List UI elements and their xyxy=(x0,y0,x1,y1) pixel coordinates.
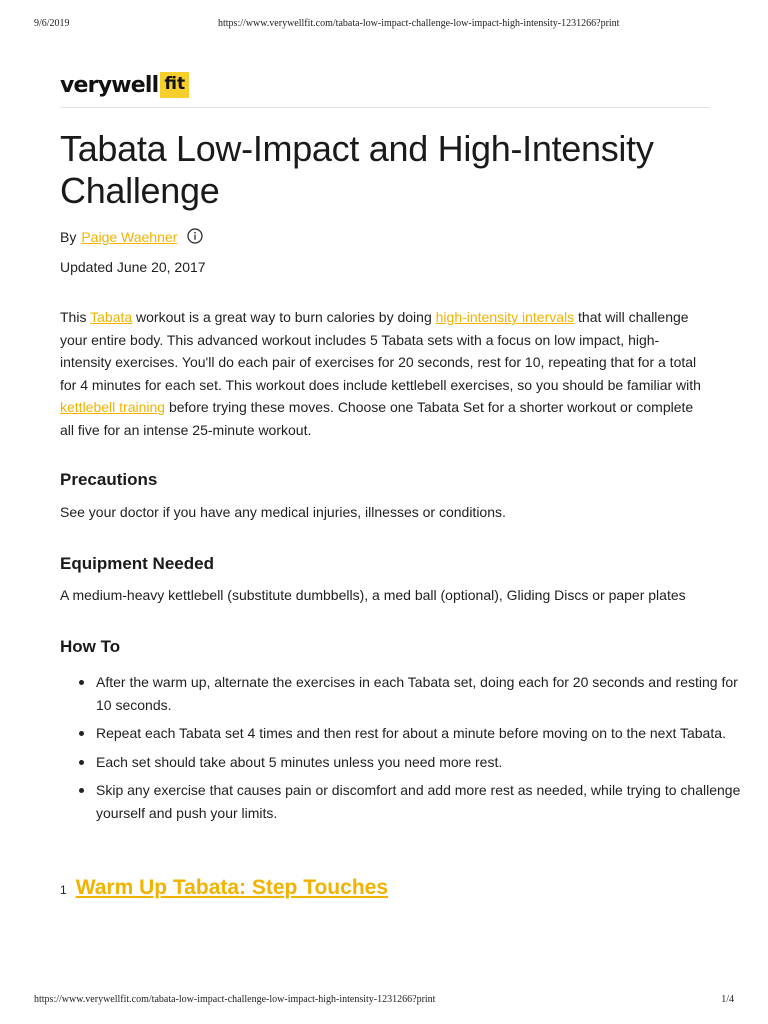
list-item: Skip any exercise that causes pain or discomfort and add more rest as needed, while trying to challenge yourself and push your limits. xyxy=(96,779,746,824)
step-title-link[interactable]: Warm Up Tabata: Step Touches xyxy=(75,876,389,899)
print-url: https://www.verywellfit.com/tabata-low-impact-challenge-low-impact-high-intensity-1231266?print xyxy=(218,18,620,29)
intro-text-2: workout is a great way to burn calories by doing xyxy=(132,309,436,325)
info-icon[interactable] xyxy=(187,228,203,244)
footer-url: https://www.verywellfit.com/tabata-low-impact-challenge-low-impact-high-intensity-1231266?print xyxy=(34,994,436,1005)
page-number: 1/4 xyxy=(721,994,734,1005)
intro-text-1: This xyxy=(60,309,91,325)
list-item: Each set should take about 5 minutes unless you need more rest. xyxy=(96,751,746,774)
verywellfit-logo[interactable] xyxy=(60,70,189,100)
equipment-text: A medium-heavy kettlebell (substitute dumbbells), a med ball (optional), Gliding Discs or paper plates xyxy=(60,587,686,603)
byline xyxy=(60,229,203,245)
precautions-text: See your doctor if you have any medical injuries, illnesses or conditions. xyxy=(60,504,506,520)
list-item: Repeat each Tabata set 4 times and then rest for about a minute before moving on to the next Tabata. xyxy=(96,722,746,745)
byline-label: By xyxy=(60,229,77,245)
howto-list xyxy=(60,671,746,831)
print-date: 9/6/2019 xyxy=(34,18,70,29)
equipment-heading: Equipment Needed xyxy=(60,554,214,573)
precautions-heading: Precautions xyxy=(60,470,158,489)
logo-box: fit xyxy=(160,72,189,98)
logo-word: verywell xyxy=(60,72,159,98)
author-link[interactable]: Paige Waehner xyxy=(81,229,178,245)
step-1 xyxy=(60,876,388,900)
kettlebell-training-link[interactable]: kettlebell training xyxy=(60,399,166,416)
intro-text-3: that will challenge your entire body. This advanced workout includes 5 Tabata sets with a focus on low impact, high-intensity exercises. You'll do each pair of exercises for 20 seconds, rest for 10, repeating that for a total for 4 minutes for each set. This workout does include kettlebell exercises, so you should be familiar with xyxy=(60,309,701,393)
howto-heading: How To xyxy=(60,637,121,656)
intro-paragraph xyxy=(60,306,710,442)
list-item: After the warm up, alternate the exercises in each Tabata set, doing each for 20 seconds and resting for 10 seconds. xyxy=(96,671,746,716)
header-divider xyxy=(60,107,710,108)
tabata-link[interactable]: Tabata xyxy=(90,309,133,325)
intro-text-4: before trying these moves. Choose one Tabata Set for a shorter workout or complete all five for an intense 25-minute workout. xyxy=(60,399,694,438)
step-number: 1 xyxy=(60,883,67,897)
updated-date: Updated June 20, 2017 xyxy=(60,259,206,275)
high-intensity-intervals-link[interactable]: high-intensity intervals xyxy=(435,309,575,325)
article-title: Tabata Low-Impact and High-Intensity Challenge xyxy=(60,128,654,211)
